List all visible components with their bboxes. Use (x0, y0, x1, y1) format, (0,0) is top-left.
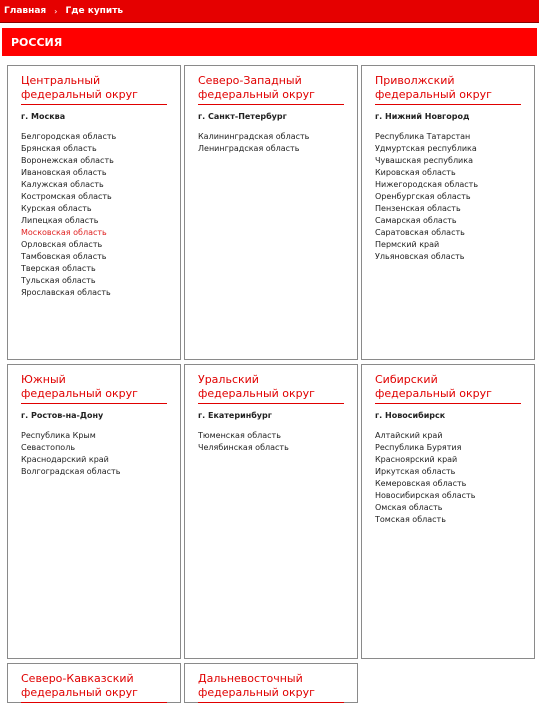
district-title-line1: Приволжский (375, 74, 455, 87)
breadcrumb-home-link[interactable]: Главная (4, 6, 47, 16)
district-card (184, 65, 358, 360)
district-title-line1: Уральский (198, 373, 259, 386)
district-title (375, 373, 521, 404)
region-link[interactable]: Иркутская область (375, 467, 456, 476)
district-title-line2: федеральный округ (375, 88, 492, 101)
district-capital: г. Нижний Новгород (375, 112, 470, 121)
district-capital: г. Ростов-на-Дону (21, 411, 104, 420)
region-link[interactable]: Самарская область (375, 216, 457, 225)
region-link[interactable]: Тверская область (21, 264, 96, 273)
region-link[interactable]: Московская область (21, 228, 107, 237)
region-link[interactable]: Липецкая область (21, 216, 99, 225)
region-link[interactable]: Брянская область (21, 144, 97, 153)
region-link[interactable]: Тамбовская область (21, 252, 107, 261)
breadcrumb (0, 0, 539, 23)
region-link[interactable]: Белгородская область (21, 132, 117, 141)
district-capital: г. Новосибирск (375, 411, 446, 420)
region-list (375, 131, 521, 263)
region-link[interactable]: Ивановская область (21, 168, 107, 177)
district-title (198, 672, 344, 703)
region-link[interactable]: Нижегородская область (375, 180, 479, 189)
district-title (21, 373, 167, 404)
region-link[interactable]: Томская область (375, 515, 446, 524)
districts-grid (7, 65, 539, 703)
region-link[interactable]: Ульяновская область (375, 252, 465, 261)
region-link[interactable]: Ярославская область (21, 288, 111, 297)
region-link[interactable]: Орловская область (21, 240, 103, 249)
region-link[interactable]: Удмуртская республика (375, 144, 477, 153)
region-link[interactable]: Саратовская область (375, 228, 465, 237)
district-card (184, 663, 358, 703)
region-link[interactable]: Республика Крым (21, 431, 96, 440)
district-capital: г. Санкт-Петербург (198, 112, 287, 121)
district-title-line2: федеральный округ (198, 387, 315, 400)
district-title-line1: Сибирский (375, 373, 438, 386)
district-capital: г. Екатеринбург (198, 411, 272, 420)
district-title (375, 74, 521, 105)
region-list (21, 131, 167, 299)
region-link[interactable]: Кемеровская область (375, 479, 467, 488)
region-link[interactable]: Севастополь (21, 443, 76, 452)
region-link[interactable]: Челябинская область (198, 443, 289, 452)
region-link[interactable]: Новосибирская область (375, 491, 476, 500)
district-card (361, 65, 535, 360)
region-link[interactable]: Пермский край (375, 240, 440, 249)
district-title-line1: Северо-Кавказский (21, 672, 134, 685)
region-link[interactable]: Республика Бурятия (375, 443, 462, 452)
district-card (7, 65, 181, 360)
district-card (7, 663, 181, 703)
region-link[interactable]: Кировская область (375, 168, 456, 177)
district-title-line1: Дальневосточный (198, 672, 303, 685)
district-title-line1: Центральный (21, 74, 101, 87)
region-link[interactable]: Ленинградская область (198, 144, 300, 153)
district-title (21, 74, 167, 105)
page-title-bar (2, 28, 537, 56)
district-card (361, 364, 535, 659)
district-title (198, 373, 344, 404)
region-list (21, 430, 167, 478)
district-title-line2: федеральный округ (21, 686, 138, 699)
district-title (198, 74, 344, 105)
district-card (7, 364, 181, 659)
region-link[interactable]: Красноярский край (375, 455, 458, 464)
breadcrumb-separator-icon: › (54, 6, 58, 16)
district-title-line1: Северо-Западный (198, 74, 302, 87)
district-title-line2: федеральный округ (21, 387, 138, 400)
region-list (198, 131, 344, 155)
district-capital: г. Москва (21, 112, 66, 121)
district-title-line2: федеральный округ (198, 88, 315, 101)
region-link[interactable]: Чувашская республика (375, 156, 473, 165)
district-title-line2: федеральный округ (198, 686, 315, 699)
region-link[interactable]: Тюменская область (198, 431, 281, 440)
district-title (21, 672, 167, 703)
region-link[interactable]: Калужская область (21, 180, 104, 189)
region-list (375, 430, 521, 526)
district-title-line2: федеральный округ (375, 387, 492, 400)
region-link[interactable]: Алтайский край (375, 431, 443, 440)
breadcrumb-current-link[interactable]: Где купить (65, 6, 124, 16)
region-link[interactable]: Костромская область (21, 192, 112, 201)
region-link[interactable]: Республика Татарстан (375, 132, 471, 141)
region-link[interactable]: Калининградская область (198, 132, 310, 141)
district-card (184, 364, 358, 659)
region-link[interactable]: Тульская область (21, 276, 96, 285)
region-link[interactable]: Волгоградская область (21, 467, 121, 476)
page-title: РОССИЯ (11, 35, 63, 49)
region-link[interactable]: Омская область (375, 503, 443, 512)
district-title-line1: Южный (21, 373, 66, 386)
district-title-line2: федеральный округ (21, 88, 138, 101)
region-link[interactable]: Оренбургская область (375, 192, 471, 201)
region-list (198, 430, 344, 454)
region-link[interactable]: Пензенская область (375, 204, 461, 213)
region-link[interactable]: Курская область (21, 204, 92, 213)
region-link[interactable]: Краснодарский край (21, 455, 109, 464)
region-link[interactable]: Воронежская область (21, 156, 114, 165)
